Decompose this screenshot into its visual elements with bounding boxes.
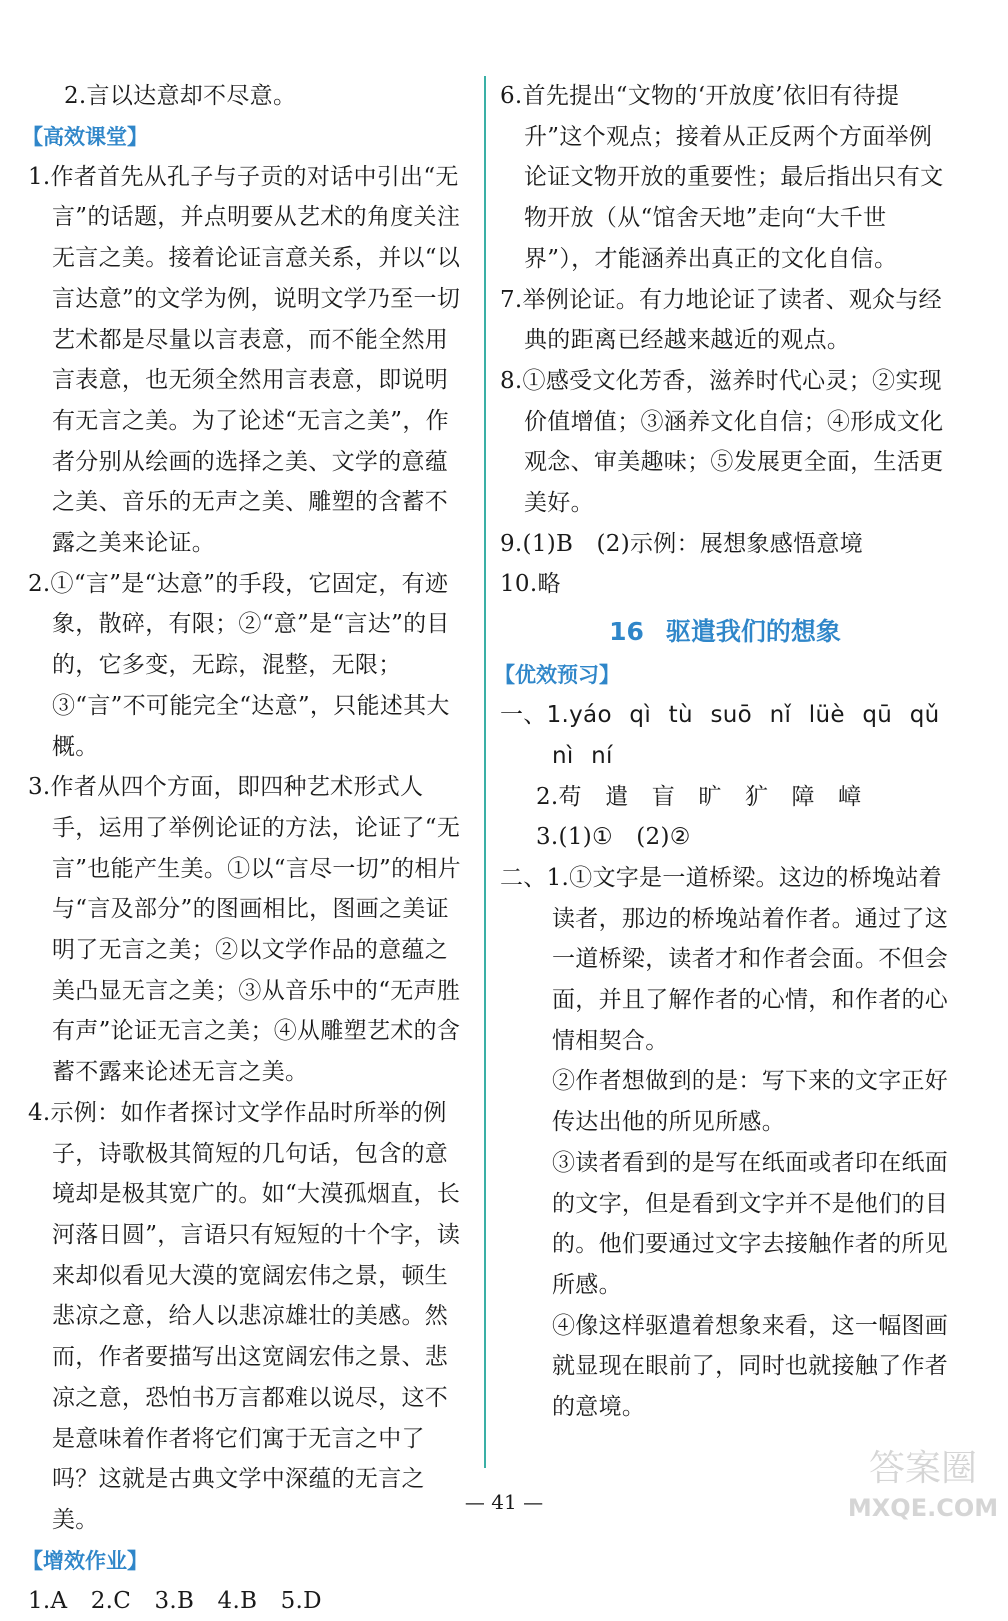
chapter-number: 16 bbox=[609, 617, 644, 647]
pinyin-answers-cont: nì ní bbox=[552, 742, 613, 769]
reading-answer-2: ②作者想做到的是：写下来的文字正好传达出他的所见所感。 bbox=[552, 1068, 949, 1136]
page-number: — 41 — bbox=[464, 1490, 544, 1514]
left-column bbox=[22, 76, 468, 1621]
section-heading-efficient-class: 【高效课堂】 bbox=[22, 124, 148, 149]
section-heading-preview: 【优效预习】 bbox=[494, 663, 620, 688]
answer-q8: 8.①感受文化芳香，滋养时代心灵；②实现价值增值；③涵养文化自信；④形成文化观念、审美趣味；⑤发展更全面，生活更美好。 bbox=[500, 367, 944, 517]
character-answers: 2.苟 遣 盲 旷 犷 障 嶂 bbox=[536, 783, 862, 810]
chapter-name: 驱遣我们的想象 bbox=[665, 617, 841, 647]
choice-answers-3: 3.(1)① (2)② bbox=[536, 824, 691, 851]
answer-q9: 9.(1)B (2)示例：展想象感悟意境 bbox=[500, 530, 864, 557]
watermark-text: 答案圈 bbox=[868, 1448, 978, 1489]
answer-q7: 7.举例论证。有力地论证了读者、观众与经典的距离已经越来越近的观点。 bbox=[500, 286, 942, 354]
answer-q3: 3.作者从四个方面，即四种艺术形式人手，运用了举例论证的方法，论证了“无言”也能产生美。①以“言尽一切”的相片与“言及部分”的图画相比，图画之美证明了无言之美；②以文学作品的意蕴之美凸显无言之美；③从音乐中的“无声胜有声”论证无言之美；④从雕塑艺术的含蓄不露来论述无言之美。 bbox=[28, 774, 461, 1086]
column-divider bbox=[484, 76, 486, 1468]
right-column bbox=[494, 76, 950, 1428]
watermark-domain: MXQE.COM bbox=[848, 1494, 998, 1522]
answer-2-line: 2.言以达意却不尽意。 bbox=[64, 83, 297, 109]
section-heading-homework: 【增效作业】 bbox=[22, 1548, 148, 1573]
reading-answer-3: ③读者看到的是写在纸面或者印在纸面的文字，但是看到文字并不是他们的目的。他们要通过文字去接触作者的所见所感。 bbox=[552, 1149, 949, 1298]
chapter-title bbox=[500, 609, 950, 655]
reading-answer-4: ④像这样驱遣着想象来看，这一幅图画就显现在眼前了，同时也就接触了作者的意境。 bbox=[552, 1312, 949, 1421]
choice-answers: 1.A 2.C 3.B 4.B 5.D bbox=[28, 1587, 322, 1614]
reading-answer-1: 二、1.①文字是一道桥梁。这边的桥堍站着读者，那边的桥堍站着作者。通过了这一道桥梁，读者才和作者会面。不但会面，并且了解作者的心情，和作者的心情相契合。 bbox=[500, 864, 949, 1054]
answer-q10: 10.略 bbox=[500, 571, 561, 598]
answer-q6: 6.首先提出“文物的‘开放度’依旧有待提升”这个观点；接着从正反两个方面举例论证文物开放的重要性；最后指出只有文物开放（从“馆舍天地”走向“大千世界”），才能涵养出真正的文化自信。 bbox=[500, 83, 944, 272]
watermark-logo bbox=[848, 1436, 998, 1526]
answer-q4: 4.示例：如作者探讨文学作品时所举的例子，诗歌极其简短的几句话，包含的意境却是极其宽广的。如“大漠孤烟直，长河落日圆”，言语只有短短的十个字，读来却似看见大漠的宽阔宏伟之景，顿生悲凉之意，给人以悲凉雄壮的美感。然而，作者要描写出这宽阔宏伟之景、悲凉之意，恐怕书万言都难以说尽，这不是意味着作者将它们寓于无言之中了吗？这就是古典文学中深蕴的无言之美。 bbox=[28, 1099, 461, 1533]
pinyin-answers: 一、1.yáo qì tù suō nǐ lüè qū qǔ bbox=[500, 702, 940, 729]
answer-q1: 1.作者首先从孔子与子贡的对话中引出“无言”的话题，并点明要从艺术的角度关注无言之美。接着论证言意关系，并以“以言达意”的文学为例，说明文学乃至一切艺术都是尽量以言表意，而不能全然用言表意，也无须全然用言表意，即说明有无言之美。为了论述“无言之美”，作者分别从绘画的选择之美、文学的意蕴之美、音乐的无声之美、雕塑的含蓄不露之美来论证。 bbox=[28, 163, 461, 557]
answer-q2: 2.①“言”是“达意”的手段，它固定，有迹象，散碎，有限；②“意”是“言达”的目的，它多变，无踪，混整，无限；③“言”不可能完全“达意”，只能述其大概。 bbox=[28, 570, 450, 760]
